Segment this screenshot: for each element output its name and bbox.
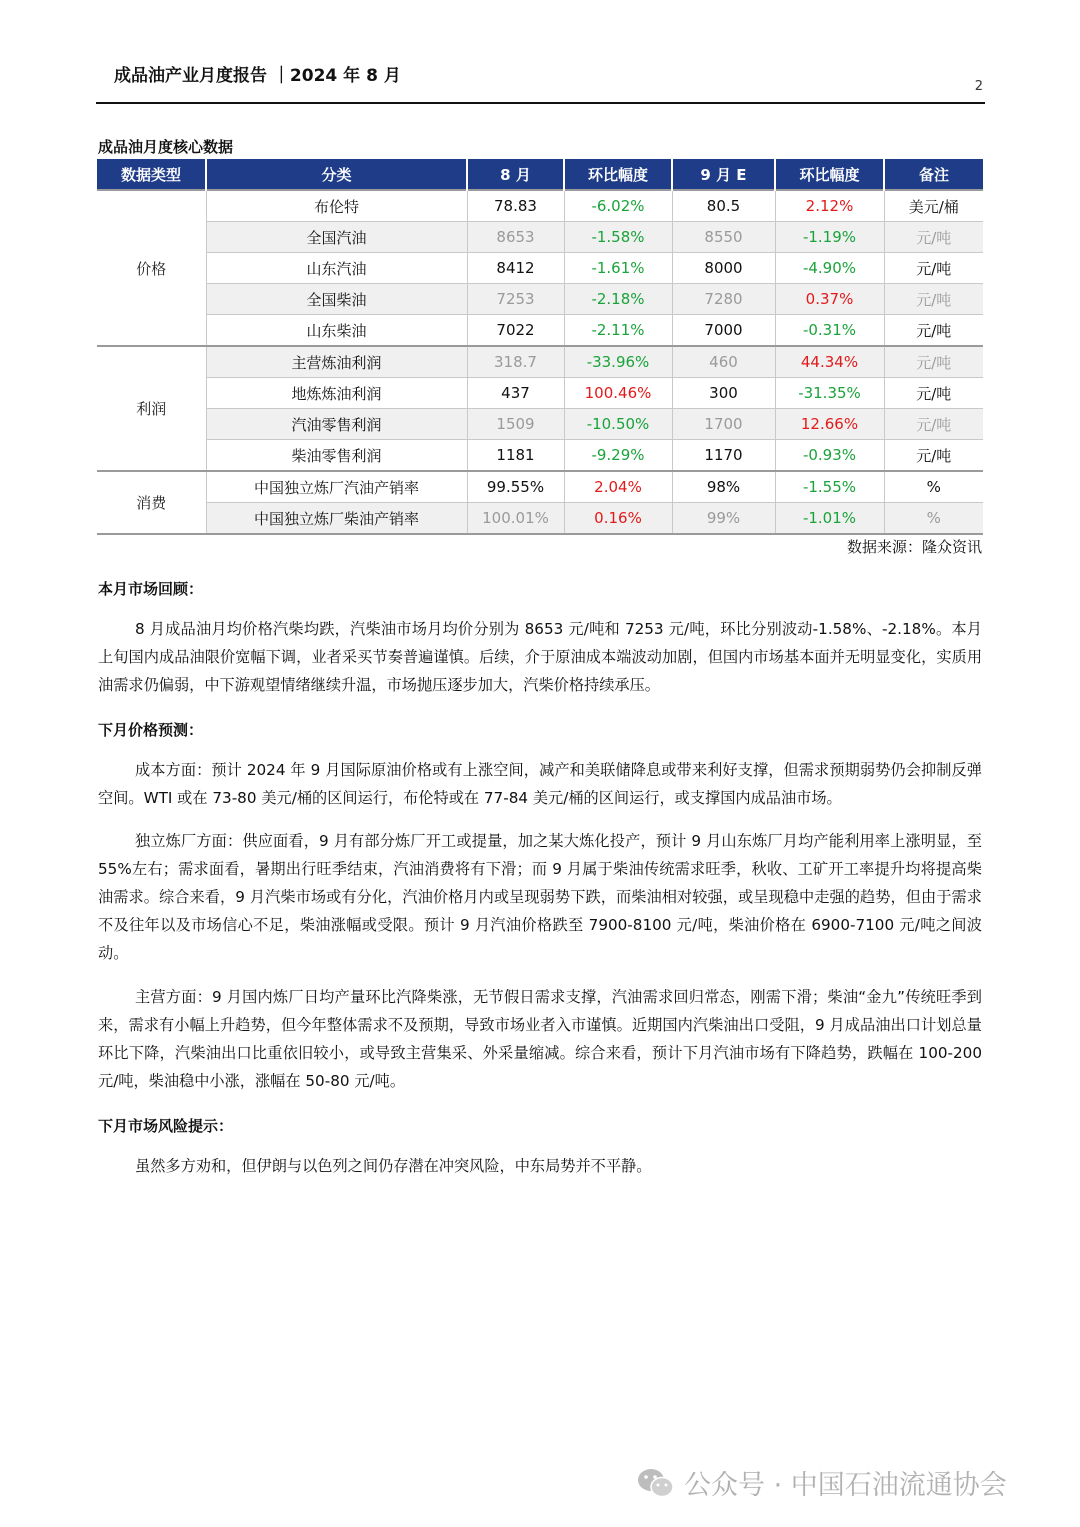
- category-cell: 汽油零售利润: [206, 409, 467, 440]
- unit-cell: 元/吨: [884, 440, 983, 472]
- core-data-table: [97, 159, 983, 535]
- watermark-text: 公众号 · 中国石油流通协会: [684, 1470, 1007, 1501]
- column-header: 分类: [206, 159, 467, 190]
- forecast-independent-paragraph: 独立炼厂方面：供应面看，9 月有部分炼厂开工或提量，加之某大炼化投产，预计 9 月山东炼厂月均产能利用率上涨明显，至 55%左右；需求面看，暑期出行旺季结束，汽油消费将有下滑；而 9 月属于柴油传统需求旺季，秋收、工矿开工率提升均将提高柴油需求。综合来看，9 月汽柴市场或有分化，汽油价格月内或呈现弱势下跌，而柴油相对较强，或呈现稳中走强的趋势，但由于需求不及往年以及市场信心不足，柴油涨幅或受限。预计 9 月汽油价格跌至 7900-8100 元/吨，柴油价格在 6900-7100 元/吨之间波动。: [98, 832, 982, 962]
- unit-cell: 元/吨: [884, 284, 983, 315]
- risk-paragraph: 虽然多方劝和，但伊朗与以色列之间仍存潜在冲突风险，中东局势并不平静。: [135, 1157, 652, 1175]
- watermark: [636, 1463, 1007, 1502]
- category-cell: 中国独立炼厂柴油产销率: [206, 503, 467, 535]
- aug-change-cell: 2.04%: [564, 471, 672, 503]
- aug-change-cell: 100.46%: [564, 378, 672, 409]
- sep-change-cell: 0.37%: [775, 284, 884, 315]
- forecast-cost-paragraph: 成本方面：预计 2024 年 9 月国际原油价格或有上涨空间，减产和美联储降息或带来利好支撑，但需求预期弱势仍会抑制反弹空间。WTI 或在 73-80 美元/桶的区间运行，布伦特或在 77-84 美元/桶的区间运行，或支撑国内成品油市场。: [98, 761, 982, 807]
- table-row: [97, 503, 983, 535]
- unit-cell: 元/吨: [884, 409, 983, 440]
- group-label-price: 价格: [97, 190, 206, 346]
- table-row: [97, 253, 983, 284]
- table-row: [97, 378, 983, 409]
- unit-cell: 元/吨: [884, 346, 983, 378]
- table-title: 成品油月度核心数据: [98, 138, 234, 156]
- sep-change-cell: -1.01%: [775, 503, 884, 535]
- category-cell: 山东汽油: [206, 253, 467, 284]
- section-heading-review: 本月市场回顾：: [98, 580, 204, 598]
- category-cell: 柴油零售利润: [206, 440, 467, 472]
- column-header: 环比幅度: [775, 159, 884, 190]
- aug-change-cell: 0.16%: [564, 503, 672, 535]
- table-row: [97, 315, 983, 347]
- column-header: 数据类型: [97, 159, 206, 190]
- wechat-icon: [636, 1466, 676, 1500]
- aug-change-cell: -1.58%: [564, 222, 672, 253]
- sep-value-cell: 1170: [672, 440, 775, 472]
- aug-change-cell: -6.02%: [564, 190, 672, 222]
- sep-change-cell: -31.35%: [775, 378, 884, 409]
- aug-value-cell: 437: [467, 378, 564, 409]
- aug-change-cell: -33.96%: [564, 346, 672, 378]
- aug-change-cell: -1.61%: [564, 253, 672, 284]
- table-row: [97, 440, 983, 472]
- unit-cell: 元/吨: [884, 378, 983, 409]
- aug-value-cell: 318.7: [467, 346, 564, 378]
- forecast-major-paragraph: 主营方面：9 月国内炼厂日均产量环比汽降柴涨，无节假日需求支撑，汽油需求回归常态，刚需下滑；柴油“金九”传统旺季到来，需求有小幅上升趋势，但今年整体需求不及预期，导致市场业者入市谨慎。近期国内汽柴油出口受阻，9 月成品油出口计划总量环比下降，汽柴油出口比重依旧较小，或导致主营集采、外采量缩减。综合来看，预计下月汽油市场有下降趋势，跌幅在 100-200 元/吨，柴油稳中小涨，涨幅在 50-80 元/吨。: [98, 988, 982, 1090]
- category-cell: 全国汽油: [206, 222, 467, 253]
- report-title: 成品油产业月度报告 ｜2024 年 8 月: [114, 66, 401, 86]
- page-number: 2: [974, 79, 983, 94]
- column-header: 9 月 E: [672, 159, 775, 190]
- table-row: [97, 284, 983, 315]
- aug-value-cell: 8653: [467, 222, 564, 253]
- unit-cell: 元/吨: [884, 222, 983, 253]
- sep-change-cell: -0.93%: [775, 440, 884, 472]
- sep-change-cell: -4.90%: [775, 253, 884, 284]
- unit-cell: %: [884, 471, 983, 503]
- category-cell: 中国独立炼厂汽油产销率: [206, 471, 467, 503]
- unit-cell: 美元/桶: [884, 190, 983, 222]
- aug-change-cell: -10.50%: [564, 409, 672, 440]
- sep-change-cell: -1.19%: [775, 222, 884, 253]
- aug-value-cell: 1509: [467, 409, 564, 440]
- aug-value-cell: 7022: [467, 315, 564, 347]
- aug-value-cell: 1181: [467, 440, 564, 472]
- group-label-consumption: 消费: [97, 471, 206, 534]
- data-source: 数据来源：隆众资讯: [846, 538, 982, 556]
- sep-change-cell: 44.34%: [775, 346, 884, 378]
- sep-value-cell: 99%: [672, 503, 775, 535]
- sep-change-cell: -1.55%: [775, 471, 884, 503]
- category-cell: 全国柴油: [206, 284, 467, 315]
- category-cell: 主营炼油利润: [206, 346, 467, 378]
- sep-change-cell: 2.12%: [775, 190, 884, 222]
- category-cell: 布伦特: [206, 190, 467, 222]
- column-header: 8 月: [467, 159, 564, 190]
- table-row: [97, 346, 983, 378]
- aug-value-cell: 7253: [467, 284, 564, 315]
- sep-value-cell: 8550: [672, 222, 775, 253]
- sep-value-cell: 7280: [672, 284, 775, 315]
- sep-value-cell: 98%: [672, 471, 775, 503]
- unit-cell: %: [884, 503, 983, 535]
- report-header: [96, 58, 985, 104]
- aug-value-cell: 100.01%: [467, 503, 564, 535]
- sep-value-cell: 8000: [672, 253, 775, 284]
- section-heading-forecast: 下月价格预测：: [98, 721, 204, 739]
- column-header: 备注: [884, 159, 983, 190]
- group-label-profit: 利润: [97, 346, 206, 471]
- sep-value-cell: 80.5: [672, 190, 775, 222]
- unit-cell: 元/吨: [884, 315, 983, 347]
- sep-value-cell: 300: [672, 378, 775, 409]
- table-row: [97, 190, 983, 222]
- aug-change-cell: -2.18%: [564, 284, 672, 315]
- aug-value-cell: 99.55%: [467, 471, 564, 503]
- aug-value-cell: 78.83: [467, 190, 564, 222]
- sep-change-cell: 12.66%: [775, 409, 884, 440]
- unit-cell: 元/吨: [884, 253, 983, 284]
- table-header-row: [97, 159, 983, 190]
- table-row: [97, 471, 983, 503]
- aug-value-cell: 8412: [467, 253, 564, 284]
- sep-value-cell: 1700: [672, 409, 775, 440]
- section-heading-risk: 下月市场风险提示：: [98, 1117, 234, 1135]
- review-paragraph: 8 月成品油月均价格汽柴均跌，汽柴油市场月均价分别为 8653 元/吨和 7253 元/吨，环比分别波动-1.58%、-2.18%。本月上旬国内成品油限价宽幅下调，业者采买节奏普遍谨慎。后续，介于原油成本端波动加剧，但国内市场基本面并无明显变化，实质用油需求仍偏弱，中下游观望情绪继续升温，市场抛压逐步加大，汽柴价格持续承压。: [98, 620, 982, 694]
- sep-change-cell: -0.31%: [775, 315, 884, 347]
- aug-change-cell: -2.11%: [564, 315, 672, 347]
- column-header: 环比幅度: [564, 159, 672, 190]
- sep-value-cell: 7000: [672, 315, 775, 347]
- table-row: [97, 222, 983, 253]
- category-cell: 地炼炼油利润: [206, 378, 467, 409]
- table-row: [97, 409, 983, 440]
- category-cell: 山东柴油: [206, 315, 467, 347]
- sep-value-cell: 460: [672, 346, 775, 378]
- aug-change-cell: -9.29%: [564, 440, 672, 472]
